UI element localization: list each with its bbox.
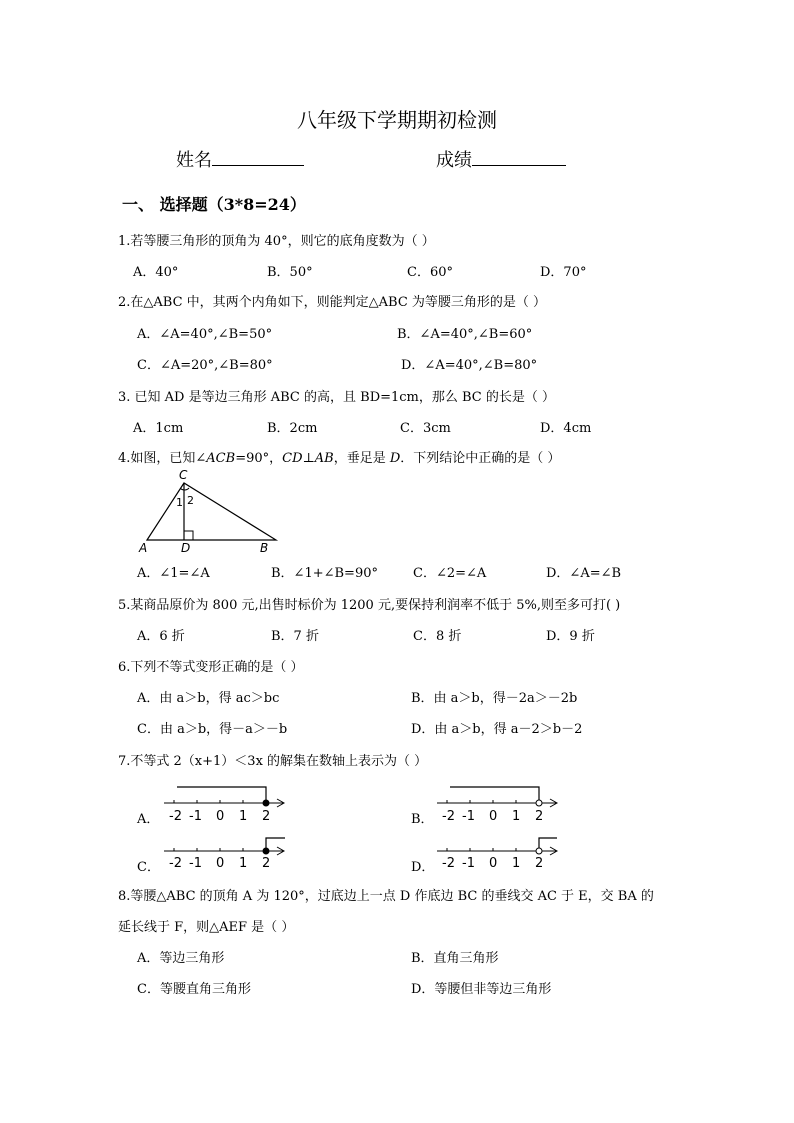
svg-text:2: 2 bbox=[535, 809, 544, 824]
svg-text:2: 2 bbox=[262, 856, 271, 871]
q1-option-d: D．70° bbox=[540, 265, 587, 280]
q6-option-d: D．由 a＞b，得 a－2＞b－2 bbox=[411, 722, 583, 737]
q2-option-b: B．∠A=40°,∠B=60° bbox=[397, 327, 533, 342]
q5-option-a: A．6 折 bbox=[137, 629, 185, 644]
svg-text:-1: -1 bbox=[189, 809, 202, 824]
q8-option-d: D．等腰但非等边三角形 bbox=[411, 982, 552, 997]
svg-text:0: 0 bbox=[489, 809, 498, 824]
q3-option-d: D．4cm bbox=[540, 421, 592, 436]
score-field bbox=[436, 146, 566, 172]
label-angle-2: 2 bbox=[187, 494, 194, 507]
question-2-stem: 2.在△ABC 中，其两个内角如下，则能判定△ABC 为等腰三角形的是（ ） bbox=[118, 295, 547, 310]
q7-numberline-d bbox=[433, 832, 563, 872]
q3-option-c: C．3cm bbox=[400, 421, 451, 436]
label-d: D bbox=[181, 541, 191, 555]
svg-text:-2: -2 bbox=[169, 856, 182, 871]
q4-option-c: C．∠2=∠A bbox=[413, 566, 487, 581]
name-blank bbox=[212, 147, 304, 166]
q7-numberline-a bbox=[160, 782, 290, 824]
score-blank bbox=[472, 147, 566, 166]
svg-text:1: 1 bbox=[512, 856, 521, 871]
q8-option-a: A．等边三角形 bbox=[137, 951, 225, 966]
q2-option-a: A．∠A=40°,∠B=50° bbox=[137, 327, 273, 342]
q1-option-b: B．50° bbox=[267, 265, 313, 280]
section-heading: 一、 选择题（3*8=24） bbox=[122, 195, 306, 214]
question-5-stem: 5.某商品原价为 800 元,出售时标价为 1200 元,要保持利润率不低于 5%,则至多可打( ) bbox=[118, 598, 621, 613]
right-angle-mark bbox=[184, 531, 193, 540]
q5-option-b: B．7 折 bbox=[271, 629, 319, 644]
q2-option-c: C．∠A=20°,∠B=80° bbox=[137, 358, 273, 373]
question-8-stem-line2: 延长线于 F，则△AEF 是（ ） bbox=[118, 920, 295, 935]
svg-text:0: 0 bbox=[489, 856, 498, 871]
q4-option-a: A．∠1=∠A bbox=[137, 566, 210, 581]
q1-option-c: C．60° bbox=[407, 265, 453, 280]
name-field bbox=[176, 146, 304, 172]
svg-text:2: 2 bbox=[262, 809, 271, 824]
q6-option-a: A．由 a＞b，得 ac＞bc bbox=[137, 691, 280, 706]
angle-arc bbox=[181, 488, 190, 490]
q7-option-a: A． bbox=[137, 812, 160, 827]
question-6-stem: 6.下列不等式变形正确的是（ ） bbox=[118, 660, 304, 675]
q8-option-b: B．直角三角形 bbox=[411, 951, 499, 966]
q6-option-c: C．由 a＞b，得－a＞－b bbox=[137, 722, 288, 737]
svg-text:1: 1 bbox=[239, 809, 248, 824]
q7-option-c: C． bbox=[137, 860, 160, 875]
page-title: 八年级下学期期初检测 bbox=[297, 108, 497, 132]
question-3-stem: 3. 已知 AD 是等边三角形 ABC 的高，且 BD=1cm，那么 BC 的长是（ ） bbox=[118, 390, 556, 405]
svg-text:-1: -1 bbox=[462, 856, 475, 871]
svg-text:-2: -2 bbox=[442, 809, 455, 824]
q1-option-a: A．40° bbox=[133, 265, 179, 280]
name-label: 姓名 bbox=[176, 150, 212, 171]
label-angle-1: 1 bbox=[176, 496, 183, 509]
q3-option-b: B．2cm bbox=[267, 421, 318, 436]
q5-option-c: C．8 折 bbox=[413, 629, 462, 644]
score-label: 成绩 bbox=[436, 150, 472, 171]
svg-text:-2: -2 bbox=[442, 856, 455, 871]
q7-numberline-b bbox=[433, 782, 563, 824]
q7-option-d: D． bbox=[411, 860, 435, 875]
svg-text:0: 0 bbox=[216, 809, 225, 824]
question-7-stem: 7.不等式 2（x+1）＜3x 的解集在数轴上表示为（ ） bbox=[118, 754, 428, 769]
q7-option-b: B． bbox=[411, 812, 434, 827]
question-4-stem: 4.如图，已知∠ACB=90°，CD⊥AB，垂足是 D．下列结论中正确的是（ ） bbox=[118, 451, 561, 466]
svg-text:0: 0 bbox=[216, 856, 225, 871]
svg-text:-1: -1 bbox=[462, 809, 475, 824]
q4-option-d: D．∠A=∠B bbox=[546, 566, 622, 581]
q6-option-b: B．由 a＞b，得－2a＞－2b bbox=[411, 691, 578, 706]
svg-text:2: 2 bbox=[535, 856, 544, 871]
triangle-abc bbox=[147, 483, 276, 540]
q7-numberline-c bbox=[160, 832, 290, 872]
question-1-stem: 1.若等腰三角形的顶角为 40°，则它的底角度数为（ ） bbox=[118, 234, 435, 249]
q2-option-d: D．∠A=40°,∠B=80° bbox=[401, 358, 538, 373]
label-c: C bbox=[179, 468, 188, 482]
svg-text:-2: -2 bbox=[169, 809, 182, 824]
svg-text:1: 1 bbox=[239, 856, 248, 871]
q5-option-d: D．9 折 bbox=[546, 629, 595, 644]
label-a: A bbox=[139, 541, 148, 555]
svg-text:1: 1 bbox=[512, 809, 521, 824]
label-b: B bbox=[260, 541, 269, 555]
q4-option-b: B．∠1+∠B=90° bbox=[271, 566, 378, 581]
right-triangle-figure bbox=[130, 466, 290, 558]
q8-option-c: C．等腰直角三角形 bbox=[137, 982, 251, 997]
question-8-stem-line1: 8.等腰△ABC 的顶角 A 为 120°，过底边上一点 D 作底边 BC 的垂线交 AC 于 E，交 BA 的 bbox=[118, 889, 654, 904]
svg-text:-1: -1 bbox=[189, 856, 202, 871]
q3-option-a: A．1cm bbox=[133, 421, 184, 436]
